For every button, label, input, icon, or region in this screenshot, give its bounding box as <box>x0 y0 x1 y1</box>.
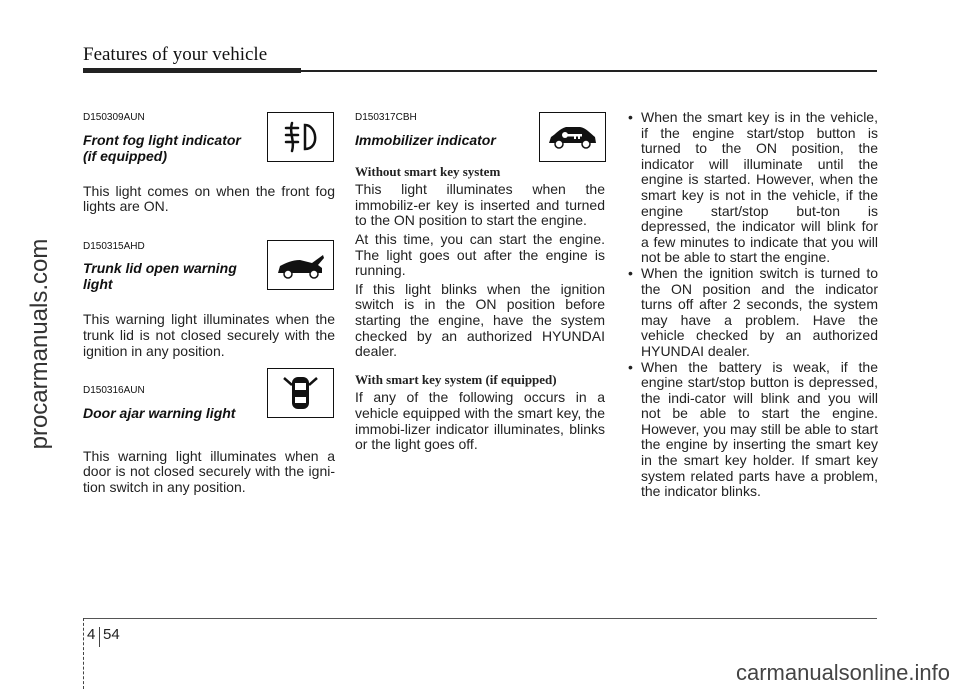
header-bar <box>83 68 301 73</box>
subsection-title: With smart key system (if equipped) <box>355 371 557 387</box>
section-code: D150317CBH <box>355 112 417 123</box>
section-body: This warning light illuminates when the trunk lid is not closed securely with the ignition in any position. <box>83 311 335 359</box>
section-title-line1: Front fog light indicator <box>83 131 241 148</box>
section-title-line1: Door ajar warning light <box>83 404 236 421</box>
paragraph: If this light blinks when the ignition switch is in the ON position before starting the engine, have the system checked by an authorized HYUNDAI dealer. <box>355 280 605 360</box>
paragraph: If any of the following occurs in a vehicle equipped with the smart key, the immobi-lizer indicator illuminates, blinks or the light goes off. <box>355 389 605 453</box>
subsection-title: Without smart key system <box>355 163 501 179</box>
column-right <box>626 110 878 500</box>
trunk-open-icon <box>267 240 334 290</box>
section-body: This warning light illuminates when a door is not closed securely with the igni-tion switch in any position. <box>83 447 335 495</box>
list-item: • When the battery is weak, if the engine start/stop button is depressed, the indi-cator will blink and you will not be able to start the engine. However, you may still be able to start the engine by inserting the smart key in the smart key holder. If smart key system related parts have a problem, the indicator blinks. <box>626 360 878 500</box>
door-ajar-icon <box>267 368 334 418</box>
section-title-line1: Trunk lid open warning <box>83 260 237 277</box>
footer-rule <box>83 618 877 619</box>
bullet-list <box>626 110 878 500</box>
column-left <box>83 110 335 496</box>
list-item: • When the smart key is in the vehicle, if the engine start/stop button is turned to the ON position, the indicator will illuminate until the engine is started. However, when the smart key is not in the vehicle, if the engine start/stop but-ton is depressed, the indicator will blink for a few minutes to indicate that you will not be able to start the engine. <box>626 110 878 266</box>
list-item: • When the ignition switch is turned to the ON position and the indicator turns off after 2 seconds, the system may have a problem. Have the vehicle checked by an authorized HYUNDAI dealer. <box>626 266 878 360</box>
section-code: D150316AUN <box>83 385 145 397</box>
section-code: D150309AUN <box>83 112 145 123</box>
section-code: D150315AHD <box>83 240 145 252</box>
immobilizer-icon <box>539 112 606 162</box>
page-header-title: Features of your vehicle <box>83 44 268 65</box>
section-title: Immobilizer indicator <box>355 131 496 148</box>
watermark-bottom: carmanualsonline.info <box>735 660 950 685</box>
section-title-line2: light <box>83 276 113 293</box>
fog-light-icon <box>267 112 334 162</box>
paragraph: This light illuminates when the immobiliz-er key is inserted and turned to the ON position to start the engine. <box>355 181 605 229</box>
section-body: This light comes on when the front fog lights are ON. <box>83 182 335 215</box>
paragraph: At this time, you can start the engine. The light goes out after the engine is running. <box>355 230 605 279</box>
section-title-line2: (if equipped) <box>83 147 167 164</box>
chapter-number: 4 <box>87 626 96 643</box>
watermark-side: procarmanuals.com <box>26 238 53 450</box>
header-rule <box>301 70 877 72</box>
page-number: 54 <box>103 626 120 643</box>
